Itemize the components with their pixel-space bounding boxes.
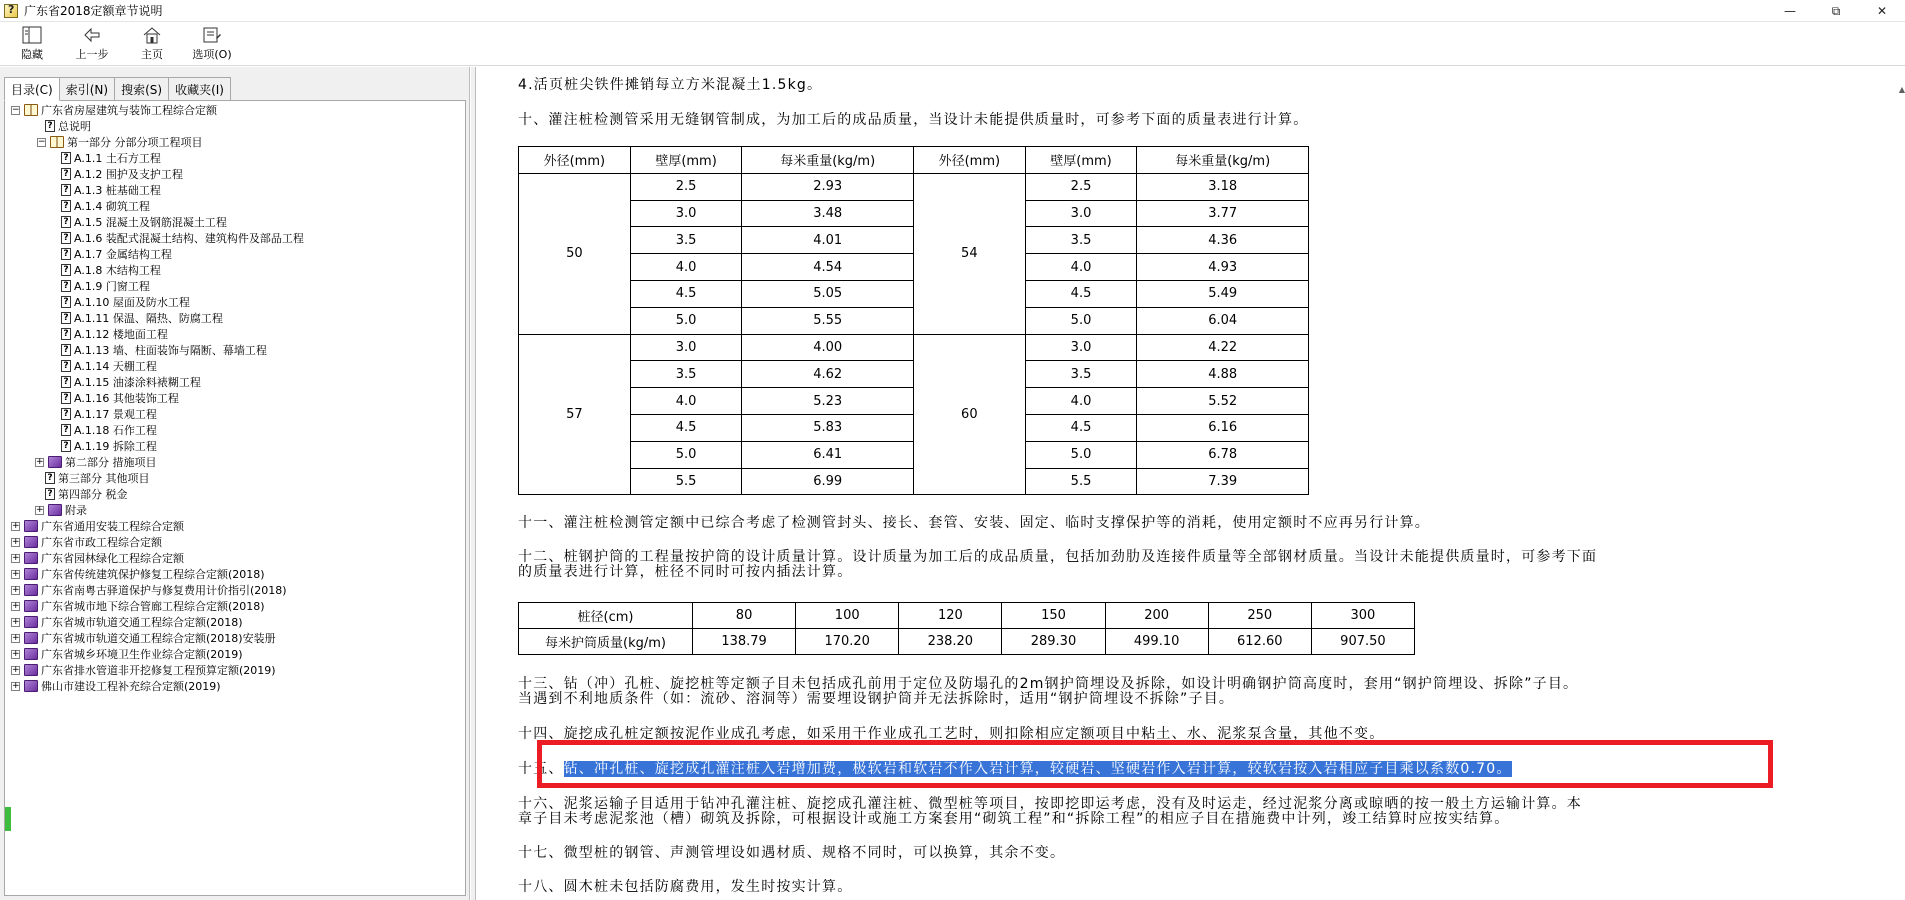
help-topic-icon: ? xyxy=(61,216,71,228)
table-cell: 170.20 xyxy=(796,629,899,655)
tree-item-label: 广东省房屋建筑与装饰工程综合定额 xyxy=(41,104,217,117)
table-cell: 6.04 xyxy=(1137,307,1309,334)
help-topic-icon: ? xyxy=(61,440,71,452)
closed-book-icon xyxy=(24,568,38,580)
table-cell: 612.60 xyxy=(1208,629,1311,655)
toolbar xyxy=(0,22,1905,66)
close-button[interactable]: ✕ xyxy=(1876,4,1888,18)
table-cell: 4.5 xyxy=(1025,280,1137,307)
expand-icon[interactable]: + xyxy=(36,504,44,515)
table-cell: 5.83 xyxy=(742,414,914,441)
home-icon xyxy=(141,25,163,45)
tree-item-label: 广东省城市轨道交通工程综合定额(2018)安装册 xyxy=(41,632,276,645)
tree-item-label: A.1.6 装配式混凝土结构、建筑构件及部品工程 xyxy=(74,232,304,245)
tree-item-label: A.1.8 木结构工程 xyxy=(74,264,161,277)
table-cell: 3.5 xyxy=(1025,361,1137,388)
options-label: 选项(O) xyxy=(192,48,232,61)
table-row xyxy=(519,173,1309,200)
tree-item[interactable] xyxy=(11,662,276,678)
table-cell: 289.30 xyxy=(1002,629,1105,655)
tree-item[interactable] xyxy=(61,278,150,294)
tree-item[interactable] xyxy=(11,614,243,630)
expand-icon[interactable]: + xyxy=(12,664,20,675)
table-cell: 5.0 xyxy=(630,307,742,334)
table-cell: 5.0 xyxy=(1025,441,1137,468)
scroll-position-marker xyxy=(5,807,11,831)
tree-item[interactable] xyxy=(35,454,157,470)
table-cell: 5.5 xyxy=(630,468,742,495)
expand-icon[interactable]: + xyxy=(12,552,20,563)
options-icon xyxy=(201,25,223,45)
tree-item-label: A.1.10 屋面及防水工程 xyxy=(74,296,190,309)
help-topic-icon: ? xyxy=(61,360,71,372)
table-header: 外径(mm) xyxy=(519,147,631,174)
closed-book-icon xyxy=(48,504,62,516)
tree-item[interactable] xyxy=(11,102,217,118)
table-cell: 250 xyxy=(1208,603,1311,629)
tree-item[interactable] xyxy=(61,230,304,246)
back-button[interactable] xyxy=(66,22,118,62)
tree-item[interactable] xyxy=(61,326,168,342)
table-cell: 60 xyxy=(913,334,1025,495)
paragraph-11: 十一、灌注桩检测管定额中已综合考虑了检测管封头、接长、套管、安装、固定、临时支撑保护等的消耗，使用定额时不应再另行计算。 xyxy=(518,515,1430,531)
table-header-row xyxy=(519,147,1309,174)
tree-item-label: A.1.15 油漆涂料裱糊工程 xyxy=(74,376,201,389)
help-topic-icon: ? xyxy=(61,184,71,196)
tree-item-label: 佛山市建设工程补充综合定额(2019) xyxy=(41,680,221,693)
table-cell: 3.0 xyxy=(1025,200,1137,227)
table-cell: 3.48 xyxy=(742,200,914,227)
table-cell: 5.23 xyxy=(742,388,914,415)
table-cell: 3.5 xyxy=(1025,227,1137,254)
window-title: 广东省2018定额章节说明 xyxy=(24,4,163,18)
tree-item-label: 第一部分 分部分项工程项目 xyxy=(67,136,203,149)
table-cell: 6.16 xyxy=(1137,414,1309,441)
tree-item[interactable] xyxy=(61,342,267,358)
table-cell: 4.93 xyxy=(1137,254,1309,281)
collapse-icon[interactable]: − xyxy=(12,104,20,115)
table-header: 外径(mm) xyxy=(913,147,1025,174)
table-cell: 5.0 xyxy=(1025,307,1137,334)
closed-book-icon xyxy=(24,584,38,596)
window-controls xyxy=(1767,0,1905,22)
tree-item-label: 广东省传统建筑保护修复工程综合定额(2018) xyxy=(41,568,265,581)
tree-item-label: A.1.4 砌筑工程 xyxy=(74,200,150,213)
table-cell: 4.0 xyxy=(630,388,742,415)
tree-item-label: A.1.9 门窗工程 xyxy=(74,280,150,293)
tree-item-label: A.1.3 桩基础工程 xyxy=(74,184,161,197)
help-topic-icon: ? xyxy=(61,232,71,244)
table-cell: 6.78 xyxy=(1137,441,1309,468)
tab-contents[interactable]: 目录(C) xyxy=(4,77,60,101)
table-row xyxy=(519,629,1415,655)
table-cell: 6.41 xyxy=(742,441,914,468)
table-cell: 4.01 xyxy=(742,227,914,254)
table-cell: 80 xyxy=(693,603,796,629)
selected-text[interactable]: 钻、冲孔桩、旋挖成孔灌注桩入岩增加费，极软岩和软岩不作入岩计算，较硬岩、坚硬岩作入岩计算，较软岩按入岩相应子目乘以系数0.70。 xyxy=(563,761,1512,777)
expand-icon[interactable]: + xyxy=(12,584,20,595)
tree-item-label: 第三部分 其他项目 xyxy=(58,472,150,485)
tree-item[interactable] xyxy=(61,150,161,166)
tree-item[interactable] xyxy=(61,182,161,198)
back-arrow-icon xyxy=(81,25,103,45)
navigation-pane xyxy=(0,67,470,900)
help-topic-icon: ? xyxy=(61,152,71,164)
help-topic-icon: ? xyxy=(61,408,71,420)
tree-item-label: A.1.5 混凝土及钢筋混凝土工程 xyxy=(74,216,227,229)
tree-item[interactable] xyxy=(61,390,179,406)
table-cell: 4.0 xyxy=(630,254,742,281)
casing-weight-table xyxy=(518,602,1415,655)
help-topic-icon: ? xyxy=(61,248,71,260)
tree-item[interactable] xyxy=(61,310,223,326)
paragraph-12-line1: 十二、桩钢护筒的工程量按护筒的设计质量计算。设计质量为加工后的成品质量，包括加劲肋及连接件质量等全部钢材质量。当设计未能提供质量时，可参考下面 xyxy=(518,549,1598,565)
table-row-label: 每米护筒质量(kg/m) xyxy=(519,629,693,655)
tree-item-label: 广东省城市轨道交通工程综合定额(2018) xyxy=(41,616,243,629)
restore-button[interactable]: ⧉ xyxy=(1831,3,1841,18)
table-cell: 4.62 xyxy=(742,361,914,388)
expand-icon[interactable]: + xyxy=(12,568,20,579)
expand-icon[interactable]: + xyxy=(12,616,20,627)
help-topic-icon: ? xyxy=(61,200,71,212)
table-cell: 5.0 xyxy=(630,441,742,468)
tree-item[interactable] xyxy=(61,358,157,374)
expand-icon[interactable]: + xyxy=(12,680,20,691)
tab-index[interactable]: 索引(N) xyxy=(59,77,115,101)
table-cell: 50 xyxy=(519,173,631,334)
table-cell: 7.39 xyxy=(1137,468,1309,495)
tree-item-label: 广东省城乡环境卫生作业综合定额(2019) xyxy=(41,648,243,661)
tree-item-label: A.1.11 保温、隔热、防腐工程 xyxy=(74,312,223,325)
tree-item-label: A.1.17 景观工程 xyxy=(74,408,157,421)
table-cell: 54 xyxy=(913,173,1025,334)
table-cell: 3.0 xyxy=(1025,334,1137,361)
tree-item-label: 广东省园林绿化工程综合定额 xyxy=(41,552,184,565)
table-cell: 4.22 xyxy=(1137,334,1309,361)
nav-tabs xyxy=(4,77,230,101)
table-cell: 4.54 xyxy=(742,254,914,281)
tree-item[interactable] xyxy=(45,118,91,134)
closed-book-icon xyxy=(24,616,38,628)
expand-icon[interactable]: + xyxy=(12,632,20,643)
open-book-icon xyxy=(50,136,64,148)
table-cell: 150 xyxy=(1002,603,1105,629)
tree-item-label: 广东省南粤古驿道保护与修复费用计价指引(2018) xyxy=(41,584,287,597)
table-cell: 5.55 xyxy=(742,307,914,334)
home-button[interactable] xyxy=(126,22,178,62)
table-cell: 5.52 xyxy=(1137,388,1309,415)
options-button[interactable] xyxy=(186,22,238,62)
help-topic-icon: ? xyxy=(61,392,71,404)
tree-item-label: 第四部分 税金 xyxy=(58,488,128,501)
tree-item-label: A.1.19 拆除工程 xyxy=(74,440,157,453)
table-cell: 120 xyxy=(899,603,1002,629)
tree-item-label: A.1.12 楼地面工程 xyxy=(74,328,168,341)
expand-icon[interactable]: + xyxy=(36,456,44,467)
closed-book-icon xyxy=(24,664,38,676)
tree-item[interactable] xyxy=(11,534,162,550)
tree-item[interactable] xyxy=(45,470,150,486)
tree-item-label: A.1.1 土石方工程 xyxy=(74,152,161,165)
table-cell: 57 xyxy=(519,334,631,495)
paragraph-4: 4.活页桩尖铁件摊销每立方米混凝土1.5kg。 xyxy=(518,77,823,93)
table-cell: 3.18 xyxy=(1137,173,1309,200)
hide-label: 隐藏 xyxy=(21,48,43,61)
table-cell: 4.88 xyxy=(1137,361,1309,388)
tree-item[interactable] xyxy=(61,214,227,230)
tree-item-label: A.1.13 墙、柱面装饰与隔断、幕墙工程 xyxy=(74,344,267,357)
tree-item-label: A.1.16 其他装饰工程 xyxy=(74,392,179,405)
tree-item-label: 总说明 xyxy=(58,120,91,133)
table-cell: 3.5 xyxy=(630,227,742,254)
table-cell: 6.99 xyxy=(742,468,914,495)
tree-item-label: A.1.14 天棚工程 xyxy=(74,360,157,373)
tree-item-label: 广东省排水管道非开挖修复工程预算定额(2019) xyxy=(41,664,276,677)
paragraph-18: 十八、圆木桩未包括防腐费用，发生时按实计算。 xyxy=(518,879,853,895)
contents-tree[interactable] xyxy=(4,100,466,896)
paragraph-15-prefix: 十五、 xyxy=(518,761,564,777)
open-book-icon xyxy=(24,104,38,116)
help-topic-icon: ? xyxy=(61,376,71,388)
tree-item[interactable] xyxy=(61,406,157,422)
help-topic-icon: ? xyxy=(61,296,71,308)
help-topic-icon: ? xyxy=(61,328,71,340)
table-row xyxy=(519,334,1309,361)
tree-item[interactable] xyxy=(37,134,203,150)
table-cell: 907.50 xyxy=(1311,629,1414,655)
tree-item[interactable] xyxy=(11,566,265,582)
table-cell: 4.5 xyxy=(1025,414,1137,441)
tree-item[interactable] xyxy=(61,422,157,438)
table-cell: 3.0 xyxy=(630,334,742,361)
tree-item[interactable] xyxy=(61,262,161,278)
hide-pane-icon xyxy=(21,25,43,45)
scroll-up-icon[interactable]: ▲ xyxy=(1898,85,1905,94)
tab-favorites[interactable]: 收藏夹(I) xyxy=(168,77,231,101)
table-cell: 4.5 xyxy=(630,280,742,307)
table-cell: 200 xyxy=(1105,603,1208,629)
tree-item[interactable] xyxy=(61,294,190,310)
tree-item[interactable] xyxy=(11,646,243,662)
table-cell: 3.0 xyxy=(630,200,742,227)
table-cell: 2.93 xyxy=(742,173,914,200)
paragraph-13-line2: 当遇到不利地质条件（如：流砂、溶洞等）需要埋设钢护筒并无法拆除时，适用“钢护筒埋设不拆除”子目。 xyxy=(518,691,1235,707)
collapse-icon[interactable]: − xyxy=(38,136,46,147)
table-cell: 5.5 xyxy=(1025,468,1137,495)
closed-book-icon xyxy=(24,520,38,532)
tree-item-label: 广东省市政工程综合定额 xyxy=(41,536,162,549)
paragraph-16-line2: 章子目未考虑泥浆池（槽）砌筑及拆除，可根据设计或施工方案套用“砌筑工程”和“拆除工程”的相应子目在措施费中计列，竣工结算时应按实结算。 xyxy=(518,811,1510,827)
table-cell: 5.05 xyxy=(742,280,914,307)
table-row xyxy=(519,603,1415,629)
help-topic-icon: ? xyxy=(61,280,71,292)
title-bar xyxy=(0,0,1905,22)
table-header: 每米重量(kg/m) xyxy=(1137,147,1309,174)
tree-item-label: 广东省通用安装工程综合定额 xyxy=(41,520,184,533)
table-cell: 300 xyxy=(1311,603,1414,629)
help-app-icon xyxy=(4,4,18,18)
tree-item[interactable] xyxy=(61,166,183,182)
table-header: 每米重量(kg/m) xyxy=(742,147,914,174)
table-cell: 100 xyxy=(796,603,899,629)
paragraph-10: 十、灌注桩检测管采用无缝钢管制成，为加工后的成品质量，当设计未能提供质量时，可参考下面的质量表进行计算。 xyxy=(518,112,1309,128)
table-cell: 138.79 xyxy=(693,629,796,655)
home-label: 主页 xyxy=(141,48,163,61)
help-topic-icon: ? xyxy=(45,120,55,132)
help-topic-icon: ? xyxy=(45,488,55,500)
closed-book-icon xyxy=(24,648,38,660)
expand-icon[interactable]: + xyxy=(12,520,20,531)
red-annotation-box xyxy=(537,740,1773,788)
tree-item[interactable] xyxy=(11,518,184,534)
expand-icon[interactable]: + xyxy=(12,536,20,547)
table-row-label: 桩径(cm) xyxy=(519,603,693,629)
help-topic-icon: ? xyxy=(61,424,71,436)
paragraph-17: 十七、微型桩的钢管、声测管埋设如遇材质、规格不同时，可以换算，其余不变。 xyxy=(518,845,1066,861)
table-cell: 4.5 xyxy=(630,414,742,441)
help-topic-icon: ? xyxy=(61,312,71,324)
tree-item[interactable] xyxy=(61,246,172,262)
paragraph-12-line2: 的质量表进行计算，桩径不同时可按内插法计算。 xyxy=(518,564,853,580)
table-cell: 4.36 xyxy=(1137,227,1309,254)
table-cell: 5.49 xyxy=(1137,280,1309,307)
content-scrollbar[interactable] xyxy=(1895,67,1905,900)
table-cell: 4.0 xyxy=(1025,254,1137,281)
steel-pipe-weight-table xyxy=(518,146,1309,495)
tree-item[interactable] xyxy=(11,678,221,694)
table-header: 壁厚(mm) xyxy=(1025,147,1137,174)
table-cell: 2.5 xyxy=(1025,173,1137,200)
table-header: 壁厚(mm) xyxy=(630,147,742,174)
back-label: 上一步 xyxy=(75,48,109,61)
tree-item-label: A.1.18 石作工程 xyxy=(74,424,157,437)
paragraph-13-line1: 十三、钻（冲）孔桩、旋挖桩等定额子目未包括成孔前用于定位及防塌孔的2m钢护筒埋设及拆除，如设计明确钢护筒高度时，套用“钢护筒埋设、拆除”子目。 xyxy=(518,676,1579,692)
table-cell: 238.20 xyxy=(899,629,1002,655)
tab-search[interactable]: 搜索(S) xyxy=(114,77,169,101)
closed-book-icon xyxy=(24,552,38,564)
tree-item-label: A.1.7 金属结构工程 xyxy=(74,248,172,261)
tree-item[interactable] xyxy=(45,486,128,502)
paragraph-16-line1: 十六、泥浆运输子目适用于钻冲孔灌注桩、旋挖成孔灌注桩、微型桩等项目，按即挖即运考虑，没有及时运走，经过泥浆分离或晾晒的按一般土方运输计算。本 xyxy=(518,796,1582,812)
table-cell: 4.0 xyxy=(1025,388,1137,415)
tree-item[interactable] xyxy=(11,582,287,598)
help-topic-icon: ? xyxy=(61,168,71,180)
hide-button[interactable] xyxy=(6,22,58,62)
closed-book-icon xyxy=(24,680,38,692)
help-topic-icon: ? xyxy=(45,472,55,484)
help-topic-icon: ? xyxy=(61,344,71,356)
tree-item-label: 广东省城市地下综合管廊工程综合定额(2018) xyxy=(41,600,265,613)
closed-book-icon xyxy=(24,600,38,612)
table-cell: 2.5 xyxy=(630,173,742,200)
closed-book-icon xyxy=(24,632,38,644)
expand-icon[interactable]: + xyxy=(12,600,20,611)
tree-item-label: 第二部分 措施项目 xyxy=(65,456,157,469)
paragraph-14: 十四、旋挖成孔桩定额按泥作业成孔考虑，如采用干作业成孔工艺时，则扣除相应定额项目中粘土、水、泥浆泵含量，其他不变。 xyxy=(518,726,1385,742)
tree-item[interactable] xyxy=(61,198,150,214)
expand-icon[interactable]: + xyxy=(12,648,20,659)
tree-item[interactable] xyxy=(11,550,184,566)
table-cell: 4.00 xyxy=(742,334,914,361)
tree-item[interactable] xyxy=(35,502,87,518)
tree-item[interactable] xyxy=(11,598,265,614)
tree-item-label: A.1.2 围护及支护工程 xyxy=(74,168,183,181)
table-cell: 499.10 xyxy=(1105,629,1208,655)
closed-book-icon xyxy=(24,536,38,548)
tree-item[interactable] xyxy=(11,630,276,646)
closed-book-icon xyxy=(48,456,62,468)
tree-item-label: 附录 xyxy=(65,504,87,517)
tree-item[interactable] xyxy=(61,374,201,390)
table-cell: 3.77 xyxy=(1137,200,1309,227)
help-topic-icon: ? xyxy=(61,264,71,276)
tree-item[interactable] xyxy=(61,438,157,454)
table-cell: 3.5 xyxy=(630,361,742,388)
minimize-button[interactable]: — xyxy=(1784,4,1796,18)
